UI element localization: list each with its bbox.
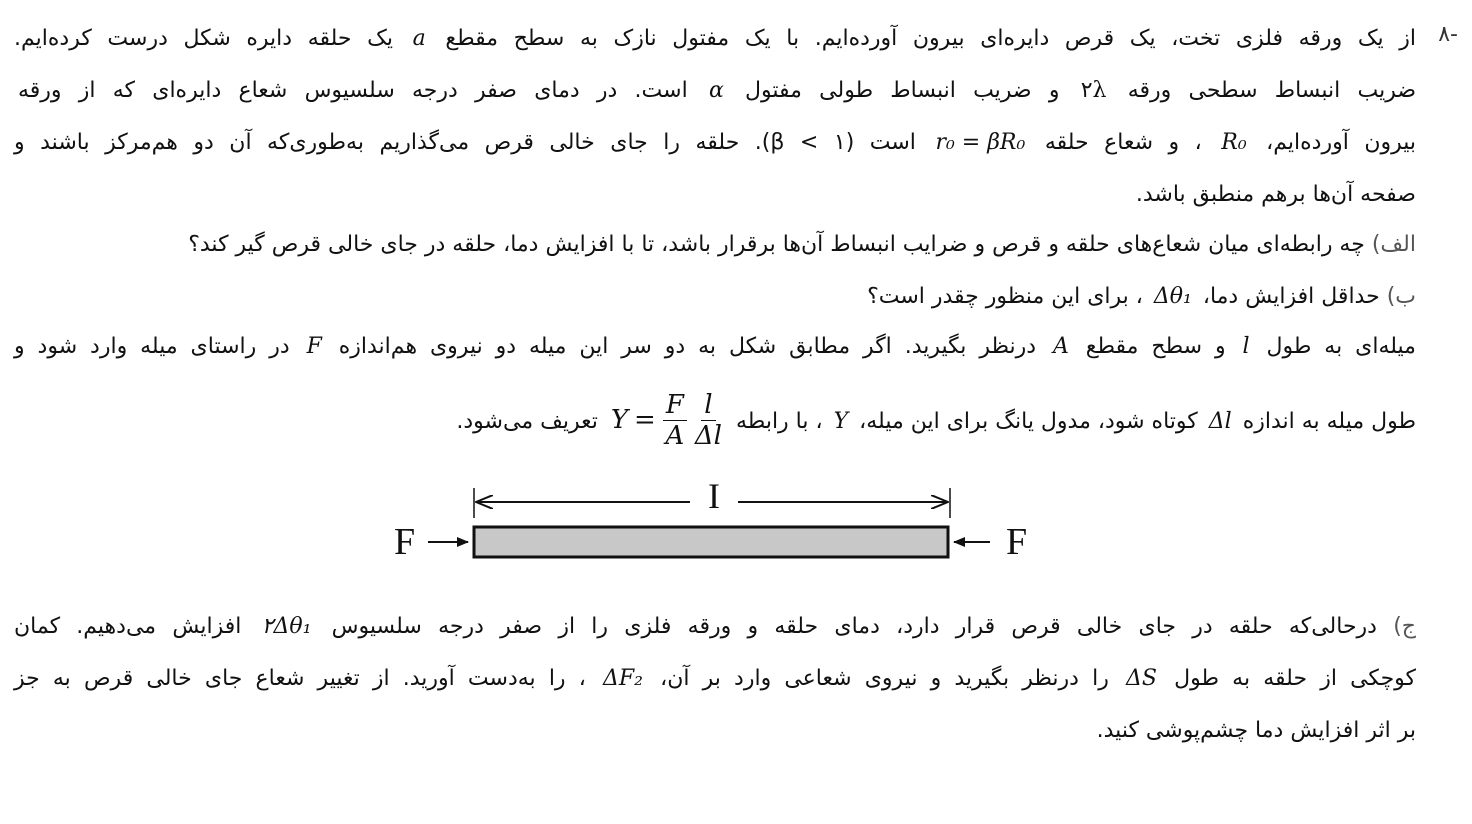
- rod-text: میله‌ای به طول: [1266, 334, 1416, 359]
- part-c-text: بر اثر افزایش دما چشم‌پوشی کنید.: [1096, 718, 1416, 743]
- frac-denominator: Δl: [694, 420, 722, 451]
- math-dF2: ΔF₂: [602, 666, 643, 691]
- math-2dtheta1: ۲Δθ₁: [261, 614, 312, 639]
- part-c-line-2: [14, 664, 1416, 694]
- intro-line-2: [18, 76, 1416, 106]
- part-c-text: ، را به‌دست آورید. از تغییر شعاع جای خالی قرص به جز: [14, 666, 586, 691]
- part-c-line-1: [14, 612, 1416, 642]
- math-alpha: α: [708, 78, 724, 103]
- force-left-label: F: [394, 521, 416, 563]
- rod-text: کوتاه شود، مدول یانگ برای این میله،: [859, 409, 1198, 434]
- part-c-line-3: [1097, 716, 1416, 746]
- math-r0-eq: r₀ = βR₀: [935, 130, 1026, 155]
- rod-text: ، با رابطه: [735, 409, 823, 434]
- rod-line-1: [14, 332, 1416, 362]
- rod-text: طول میله به اندازه: [1242, 409, 1416, 434]
- part-b-text: ، برای این منظور چقدر است؟: [867, 284, 1143, 309]
- formula-eq: =: [634, 405, 656, 435]
- part-c-text: درحالی‌که حلقه در جای خالی قرص قرار دارد، دمای حلقه و ورقه فلزی را از صفر درجه سلسیوس: [331, 614, 1377, 639]
- rod-text: و سطح مقطع: [1085, 334, 1226, 359]
- intro-text: یک حلقه دایره شکل درست کرده‌ایم.: [14, 26, 393, 51]
- part-c-text: را درنظر بگیرید و نیروی شعاعی وارد بر آن،: [660, 666, 1109, 691]
- math-l: l: [1242, 334, 1250, 359]
- intro-line-4: [1136, 180, 1416, 210]
- part-b-label: ب): [1386, 284, 1416, 309]
- part-a-text: چه رابطه‌ای میان شعاع‌های حلقه و قرص و ضرایب انبساط آن‌ها برقرار باشد، تا با افزایش دما، حلقه در جای خالی قرص گیر کند؟: [188, 232, 1365, 257]
- math-dS: ΔS: [1126, 666, 1157, 691]
- math-R0: R₀: [1221, 130, 1247, 155]
- formula-lhs: Y: [610, 405, 629, 435]
- intro-line-1: [14, 24, 1416, 54]
- rod-text: تعریف می‌شود.: [456, 409, 598, 434]
- math-dtheta1: Δθ₁: [1153, 284, 1192, 309]
- fraction-l-over-dl: [695, 390, 722, 451]
- intro-text: از یک ورقه فلزی تخت، یک قرص دایره‌ای بیرون آورده‌ایم. با یک مفتول نازک به سطح مقطع: [445, 26, 1417, 51]
- frac-numerator: l: [701, 390, 715, 421]
- intro-text: بیرون آورده‌ایم،: [1266, 130, 1417, 155]
- rod-text: در راستای میله وارد شود و: [14, 334, 290, 359]
- rod-text: درنظر بگیرید. اگر مطابق شکل به دو سر این میله دو نیروی هم‌اندازه: [338, 334, 1037, 359]
- math-2lambda: ۲λ: [1080, 78, 1107, 103]
- frac-numerator: F: [663, 390, 687, 421]
- math-F: F: [306, 334, 322, 359]
- rod-bar: [474, 527, 948, 557]
- force-right-label: F: [1006, 521, 1028, 563]
- part-a: [188, 230, 1416, 260]
- intro-text: ضریب انبساط سطحی ورقه: [1127, 78, 1417, 103]
- math-Y: Y: [833, 409, 849, 434]
- intro-text: است. در دمای صفر درجه سلسیوس شعاع دایره‌ای که از ورقه: [18, 78, 688, 103]
- intro-text: ، و شعاع حلقه: [1044, 130, 1202, 155]
- intro-text: صفحه آن‌ها برهم منطبق باشد.: [1135, 182, 1416, 207]
- rod-figure: [380, 470, 1060, 580]
- fraction-F-over-A: [663, 390, 687, 451]
- part-c-text: کوچکی از حلقه به طول: [1174, 666, 1417, 691]
- part-b: [867, 282, 1416, 312]
- problem-number: -۸: [1438, 22, 1458, 47]
- young-modulus-formula: [611, 384, 723, 456]
- part-a-label: الف): [1371, 232, 1416, 257]
- intro-text: و ضریب انبساط طولی مفتول: [745, 78, 1060, 103]
- part-c-text: افزایش می‌دهیم. کمان: [14, 614, 242, 639]
- part-b-text: حداقل افزایش دما،: [1202, 284, 1380, 309]
- math-A: A: [1052, 334, 1069, 359]
- intro-line-3: [14, 128, 1416, 158]
- length-label: I: [708, 476, 720, 516]
- frac-denominator: A: [665, 420, 685, 451]
- math-a: a: [412, 26, 426, 51]
- intro-text: است (β < ۱). حلقه را جای خالی قرص می‌گذاریم به‌طوری‌که آن دو هم‌مرکز باشند و: [14, 130, 916, 155]
- part-c-label: ج): [1393, 614, 1417, 639]
- rod-line-2: [456, 384, 1416, 458]
- math-dl: Δl: [1208, 409, 1232, 434]
